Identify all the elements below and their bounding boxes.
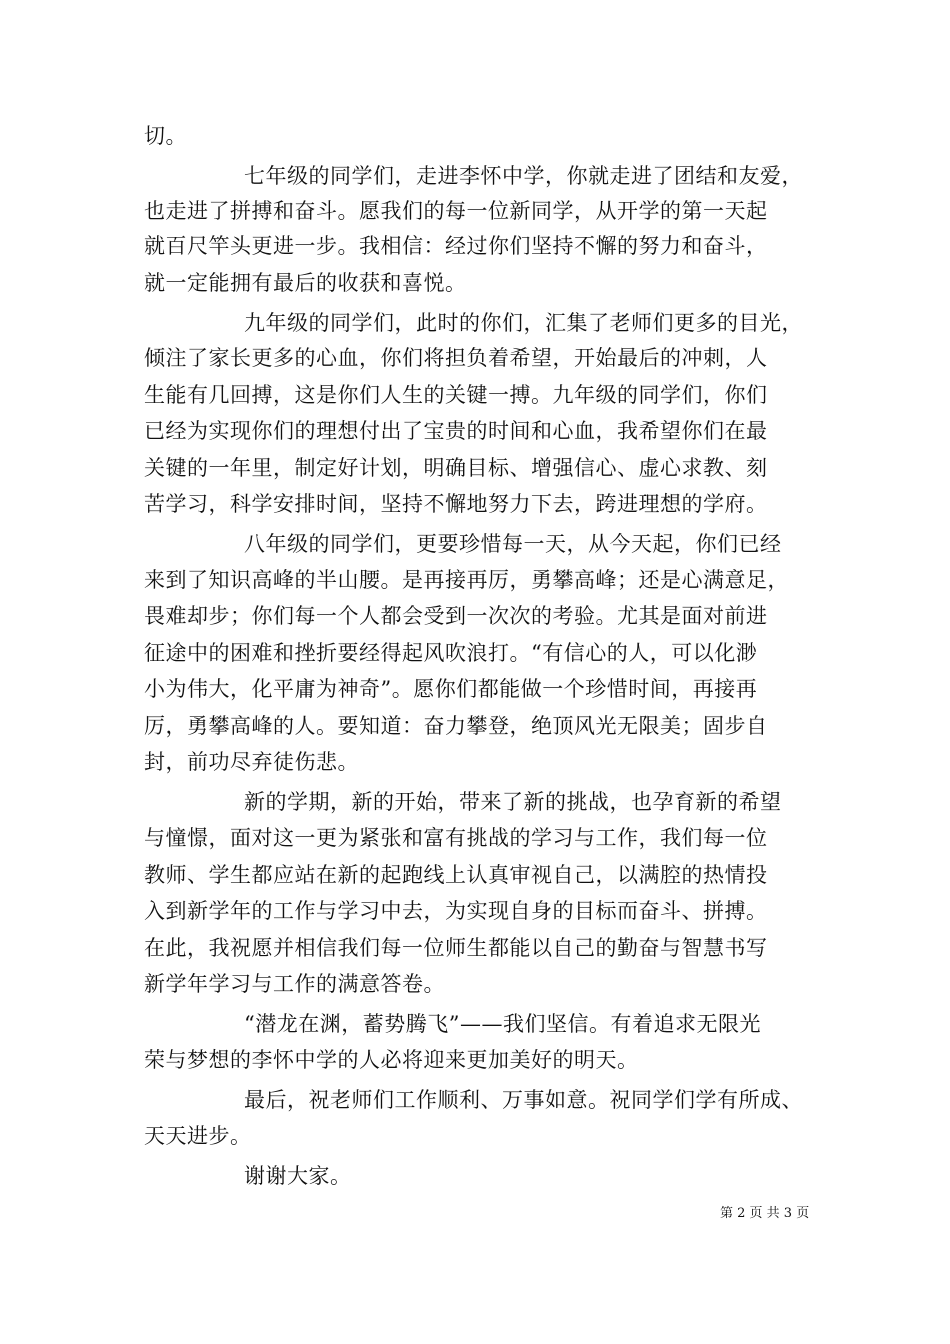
text-line: “潜龙在渊，蓄势腾飞”——我们坚信。有着追求无限光 <box>244 1012 761 1036</box>
text-line: 荣与梦想的李怀中学的人必将迎来更加美好的明天。 <box>144 1048 639 1072</box>
text-line: 厉，勇攀高峰的人。要知道：奋力攀登，绝顶风光无限美；固步自 <box>144 714 768 738</box>
text-line: 小为伟大，化平庸为神奇”。愿你们都能做一个珍惜时间，再接再 <box>144 677 758 701</box>
text-line: 已经为实现你们的理想付出了宝贵的时间和心血，我希望你们在最 <box>144 419 768 443</box>
text-line: 畏难却步；你们每一个人都会受到一次次的考验。尤其是面对前进 <box>144 604 768 628</box>
text-line: 最后，祝老师们工作顺利、万事如意。祝同学们学有所成、 <box>244 1088 803 1112</box>
text-line: 新学年学习与工作的满意答卷。 <box>144 972 445 996</box>
text-line: 天天进步。 <box>144 1124 252 1148</box>
text-line: 七年级的同学们，走进李怀中学，你就走进了团结和友爱， <box>244 164 803 188</box>
text-line: 教师、学生都应站在新的起跑线上认真审视自己，以满腔的热情投 <box>144 863 768 887</box>
text-line: 征途中的困难和挫折要经得起风吹浪打。“有信心的人，可以化渺 <box>144 641 758 665</box>
text-line: 在此，我祝愿并相信我们每一位师生都能以自己的勤奋与智慧书写 <box>144 936 768 960</box>
text-line: 就一定能拥有最后的收获和喜悦。 <box>144 271 467 295</box>
text-line: 与憧憬，面对这一更为紧张和富有挑战的学习与工作，我们每一位 <box>144 826 768 850</box>
text-line: 苦学习，科学安排时间，坚持不懈地努力下去，跨进理想的学府。 <box>144 492 768 516</box>
text-line: 就百尺竿头更进一步。我相信：经过你们坚持不懈的努力和奋斗， <box>144 234 768 258</box>
text-line: 切。 <box>144 124 187 148</box>
text-line: 关键的一年里，制定好计划，明确目标、增强信心、虚心求教、刻 <box>144 456 768 480</box>
text-line: 谢谢大家。 <box>244 1164 352 1188</box>
page-number-footer: 第 2 页 共 3 页 <box>720 1206 810 1221</box>
text-line: 封，前功尽弃徒伤悲。 <box>144 750 359 774</box>
text-line: 生能有几回搏，这是你们人生的关键一搏。九年级的同学们，你们 <box>144 383 768 407</box>
text-line: 来到了知识高峰的半山腰。是再接再厉，勇攀高峰；还是心满意足， <box>144 568 789 592</box>
text-line: 入到新学年的工作与学习中去，为实现自身的目标而奋斗、拼搏。 <box>144 899 768 923</box>
text-line: 九年级的同学们，此时的你们，汇集了老师们更多的目光， <box>244 311 803 335</box>
text-line: 八年级的同学们，更要珍惜每一天，从今天起，你们已经 <box>244 532 782 556</box>
text-line: 也走进了拼搏和奋斗。愿我们的每一位新同学，从开学的第一天起 <box>144 199 768 223</box>
text-line: 新的学期，新的开始，带来了新的挑战，也孕育新的希望 <box>244 790 782 814</box>
text-line: 倾注了家长更多的心血，你们将担负着希望，开始最后的冲刺，人 <box>144 346 768 370</box>
